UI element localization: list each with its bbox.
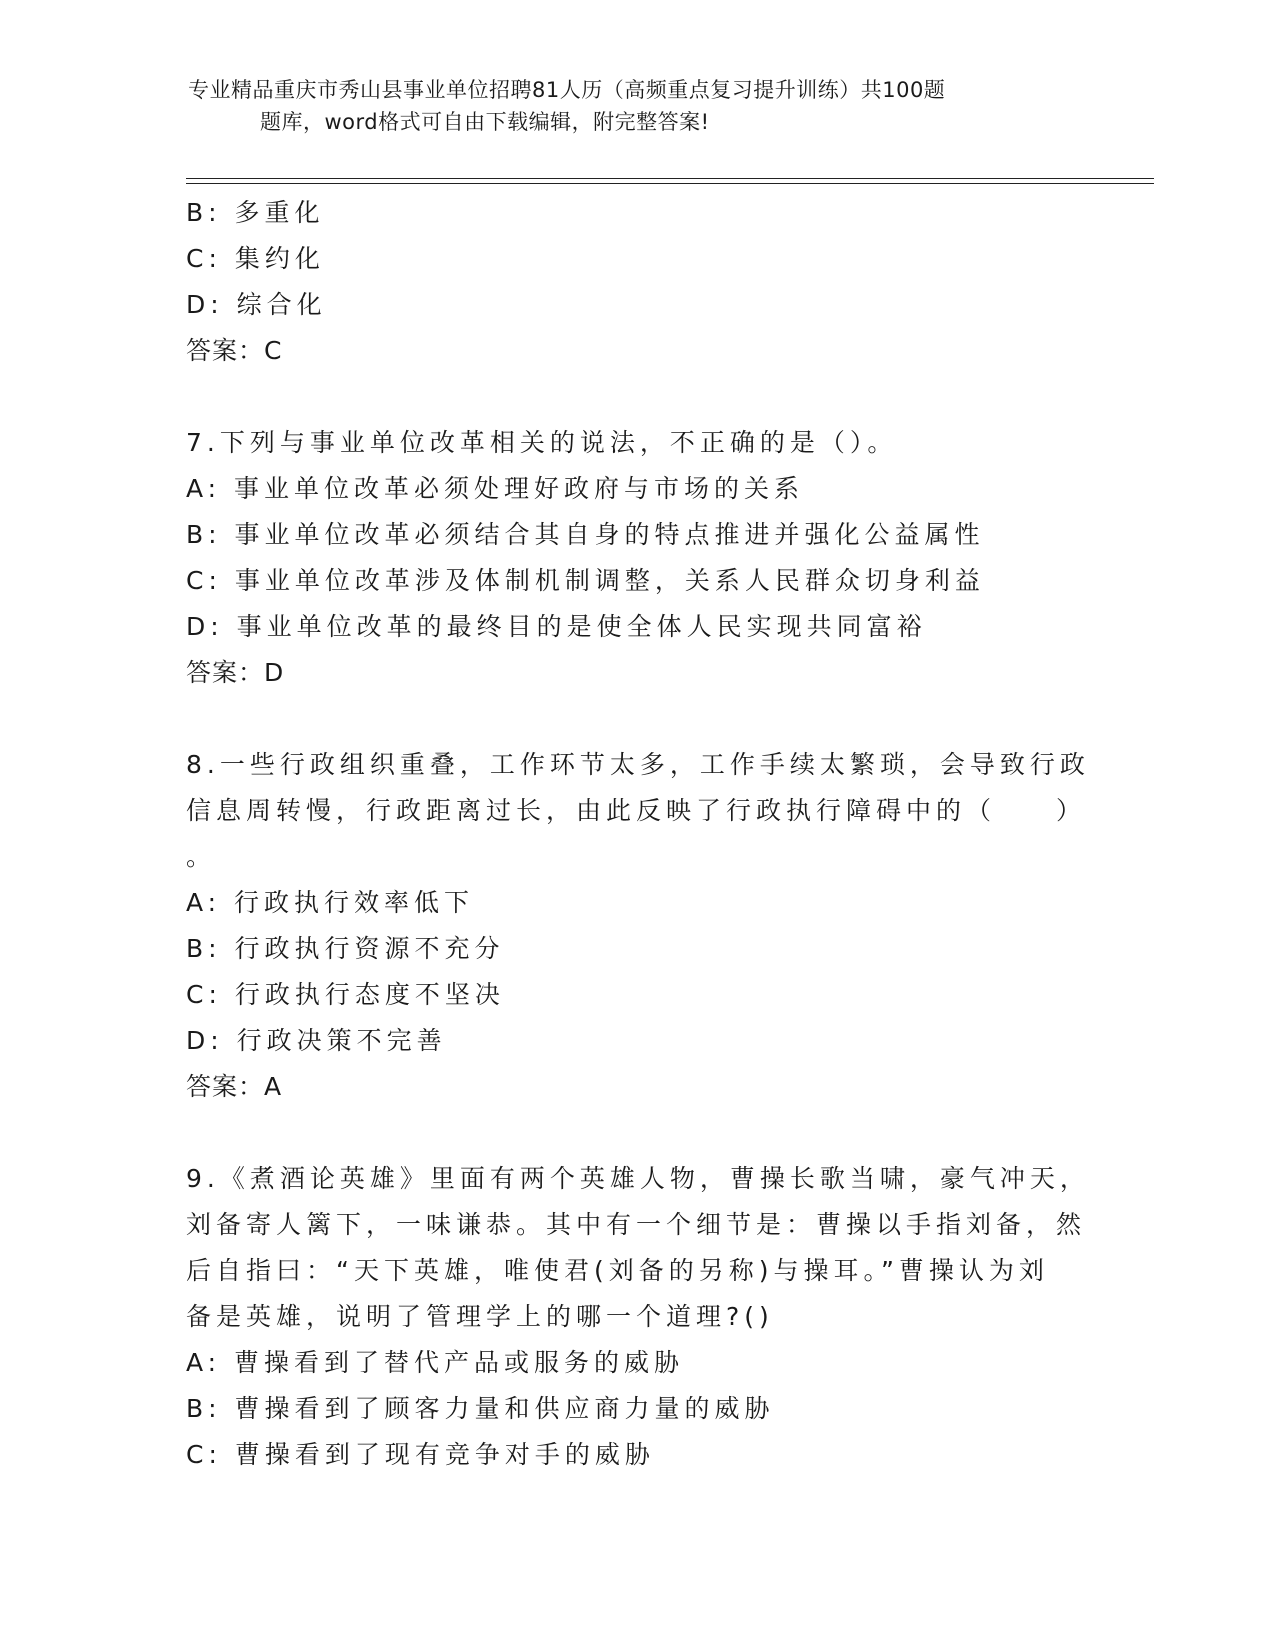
option-b: B: 多重化 [186,198,325,227]
question-stem-line: 刘备寄人篱下，一味谦恭。其中有一个细节是：曹操以手指刘备，然 [186,1210,1087,1239]
option-a: A: 事业单位改革必须处理好政府与市场的关系 [186,474,805,503]
header-title-line1: 专业精品重庆市秀山县事业单位招聘81人历（高频重点复习提升训练）共100题 [188,78,946,102]
question-stem-line: 9.《煮酒论英雄》里面有两个英雄人物，曹操长歌当啸，豪气冲天， [186,1164,1090,1193]
option-d: D: 行政决策不完善 [186,1026,447,1055]
option-c: C: 曹操看到了现有竞争对手的威胁 [186,1440,655,1469]
question-list [186,190,1090,1478]
option-b: B: 行政执行资源不充分 [186,934,505,963]
option-c: C: 集约化 [186,244,325,273]
option-c: C: 行政执行态度不坚决 [186,980,505,1009]
answer: 答案：A [186,1072,283,1101]
question-9 [186,1156,1090,1478]
question-6-tail [186,190,1086,374]
answer: 答案：D [186,658,285,687]
header-rule-top [186,178,1154,179]
option-d: D: 事业单位改革的最终目的是使全体人民实现共同富裕 [186,612,927,641]
option-b: B: 事业单位改革必须结合其自身的特点推进并强化公益属性 [186,520,985,549]
header-title-line2: 题库，word格式可自由下载编辑，附完整答案! [260,110,710,134]
question-8 [186,742,1090,1110]
question-stem-line: 8.一些行政组织重叠，工作环节太多，工作手续太繁琐，会导致行政 [186,750,1090,779]
header-rule-bottom [186,183,1154,184]
option-a: A: 曹操看到了替代产品或服务的威胁 [186,1348,685,1377]
question-stem-line: 备是英雄，说明了管理学上的哪一个道理?() [186,1302,774,1331]
question-stem-line: 信息周转慢，行政距离过长，由此反映了行政执行障碍中的（ ） [186,796,1087,825]
option-c: C: 事业单位改革涉及体制机制调整，关系人民群众切身利益 [186,566,985,595]
question-stem: 7.下列与事业单位改革相关的说法，不正确的是（）。 [186,428,898,457]
question-stem-line: 后自指曰：“天下英雄，唯使君(刘备的另称)与操耳。”曹操认为刘 [186,1256,1049,1285]
document-header [188,74,1088,138]
option-d: D: 综合化 [186,290,327,319]
option-a: A: 行政执行效率低下 [186,888,475,917]
question-stem-line: 。 [186,842,217,871]
option-b: B: 曹操看到了顾客力量和供应商力量的威胁 [186,1394,775,1423]
question-7 [186,420,1086,696]
answer: 答案：C [186,336,283,365]
